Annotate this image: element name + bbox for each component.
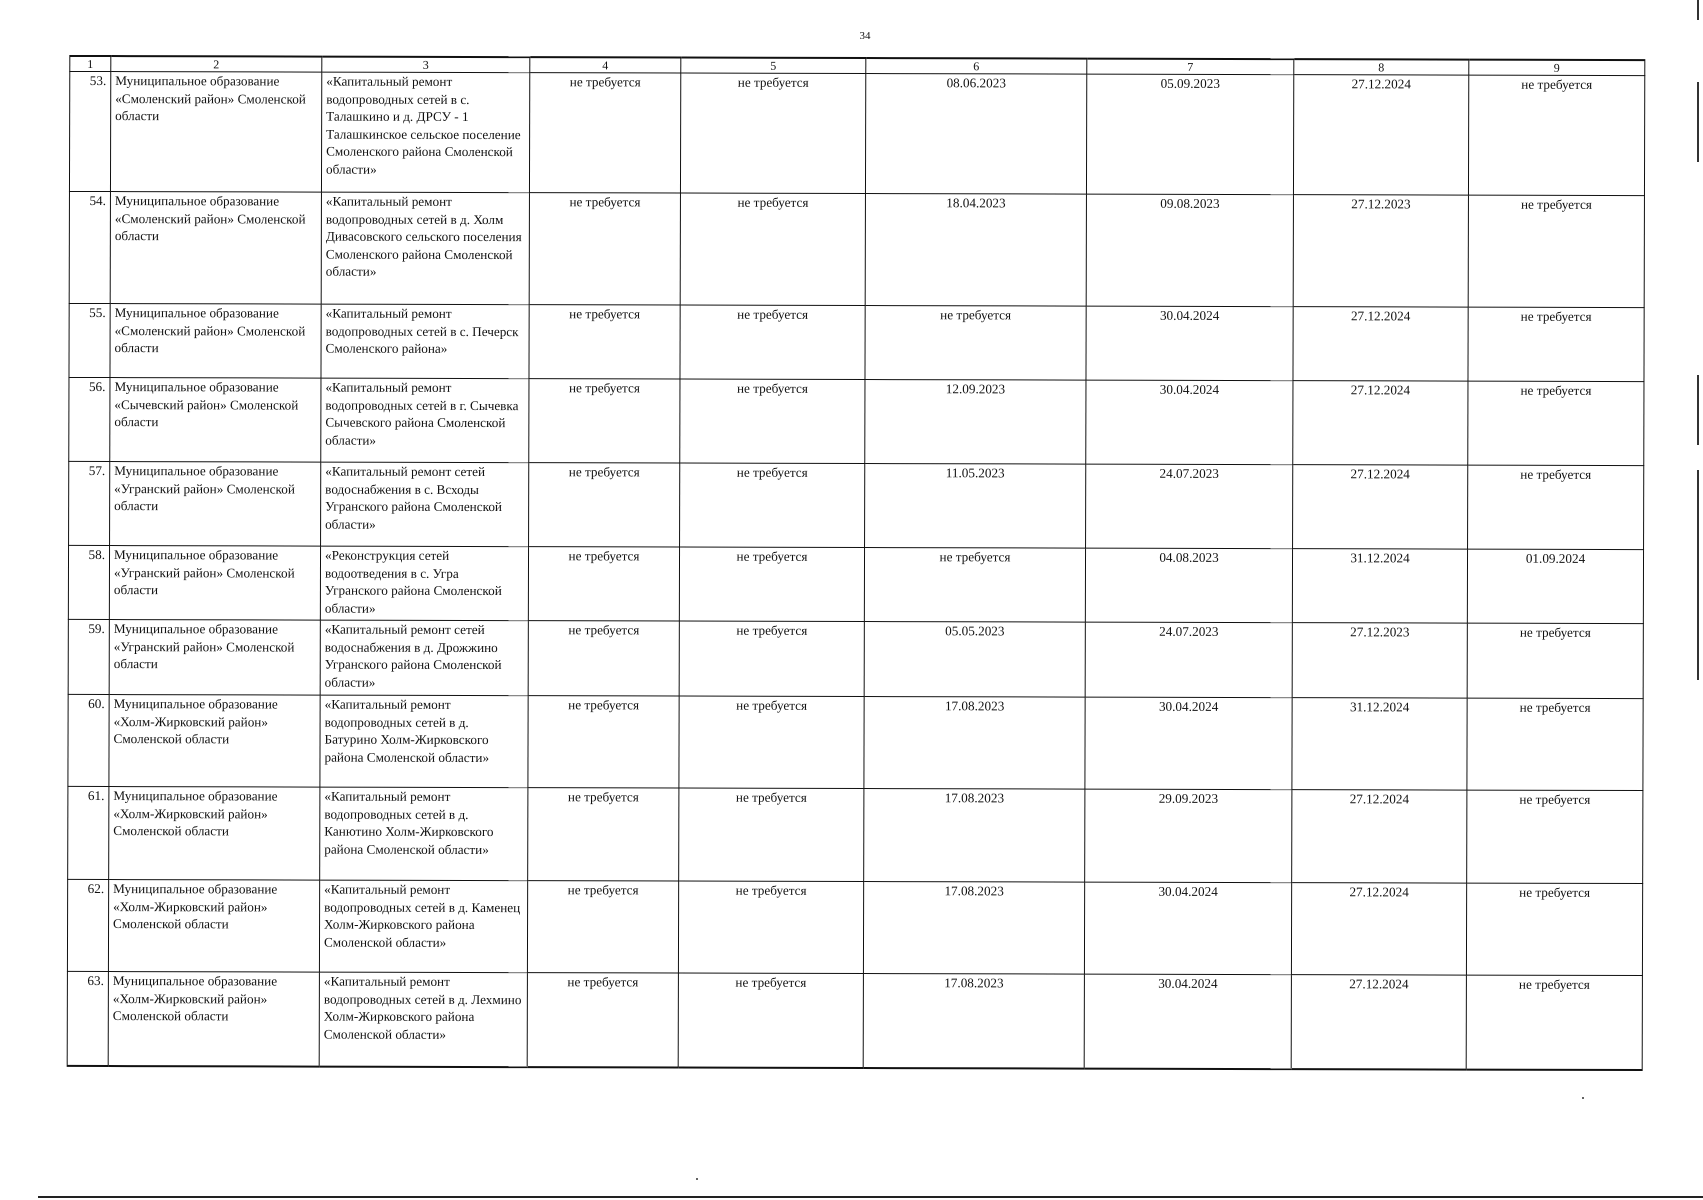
column-header: 1 (70, 56, 111, 72)
col9-value: не требуется (1467, 790, 1643, 883)
col7-date: 30.04.2024 (1084, 882, 1291, 975)
row-number: 58. (68, 545, 109, 619)
col6-date: 18.04.2023 (865, 194, 1086, 307)
col7-date: 30.04.2024 (1086, 306, 1293, 381)
col5-value: не требуется (679, 788, 864, 881)
col7-date: 30.04.2024 (1084, 974, 1291, 1069)
col7-date: 29.09.2023 (1085, 789, 1292, 883)
col5-value: не требуется (678, 973, 863, 1067)
object-name: «Капитальный ремонт водопроводных сетей в д. Канютино Холм-Жирковского района Смоленской области» (320, 787, 528, 881)
table-row (69, 191, 1644, 307)
organization-name: Муниципальное образование «Холм-Жирковский район» Смоленской области (108, 972, 319, 1067)
table-row (69, 303, 1644, 381)
col4-value: не требуется (529, 463, 680, 547)
column-header: 7 (1087, 59, 1294, 75)
col5-value: не требуется (680, 305, 865, 379)
column-header: 4 (530, 57, 681, 73)
col8-date: 27.12.2024 (1293, 75, 1468, 195)
col7-date: 30.04.2024 (1086, 380, 1293, 465)
organization-name: Муниципальное образование «Сычевский район» Смоленской области (110, 378, 321, 463)
row-number: 55. (69, 303, 110, 377)
col5-value: не требуется (679, 621, 864, 696)
column-header: 2 (111, 56, 322, 72)
table-row (68, 694, 1643, 790)
table-row (68, 545, 1643, 623)
col6-date: 05.05.2023 (864, 622, 1085, 698)
scan-edge-mark (1697, 470, 1699, 680)
col7-date: 24.07.2023 (1085, 622, 1292, 698)
col6-date: 11.05.2023 (865, 464, 1086, 549)
object-name: «Капитальный ремонт водопроводных сетей в д. Лехмино Холм-Жирковского района Смоленской области» (319, 972, 527, 1067)
scan-edge-mark (1697, 0, 1699, 20)
object-name: «Капитальный ремонт водопроводных сетей в д. Каменец Холм-Жирковского района Смоленской области» (319, 880, 527, 973)
row-number: 56. (69, 377, 110, 461)
col8-date: 27.12.2024 (1293, 381, 1468, 465)
col4-value: не требуется (528, 547, 679, 621)
col9-value: не требуется (1466, 975, 1642, 1069)
col5-value: не требуется (678, 881, 863, 973)
col9-value: не требуется (1466, 883, 1642, 975)
scan-edge-mark (1697, 375, 1699, 445)
organization-name: Муниципальное образование «Холм-Жирковский район» Смоленской области (109, 695, 320, 788)
col4-value: не требуется (529, 379, 680, 463)
row-number: 61. (68, 786, 109, 879)
col4-value: не требуется (527, 973, 678, 1067)
col4-value: не требуется (528, 696, 679, 788)
col7-date: 09.08.2023 (1086, 194, 1293, 307)
column-header: 3 (322, 57, 530, 73)
col6-date: 17.08.2023 (863, 882, 1084, 975)
organization-name: Муниципальное образование «Угранский район» Смоленской области (109, 620, 320, 696)
col6-date: 12.09.2023 (865, 380, 1086, 465)
col8-date: 27.12.2024 (1292, 790, 1467, 883)
col6-date: не требуется (864, 548, 1085, 623)
table-row (68, 786, 1643, 883)
col9-value: не требуется (1468, 465, 1644, 549)
column-header: 5 (681, 58, 866, 74)
col9-value: не требуется (1468, 75, 1644, 195)
scan-speck (1582, 1097, 1584, 1099)
row-number: 63. (67, 971, 108, 1065)
col8-date: 27.12.2024 (1291, 883, 1466, 975)
object-name: «Капитальный ремонт водопроводных сетей в с. Печерск Смоленского района» (321, 304, 529, 379)
col9-value: не требуется (1468, 381, 1644, 465)
object-name: «Реконструкция сетей водоотведения в с. Угра Угранского района Смоленской области» (320, 546, 528, 621)
organization-name: Муниципальное образование «Смоленский район» Смоленской области (110, 72, 321, 193)
col7-date: 30.04.2024 (1085, 697, 1292, 790)
organization-name: Муниципальное образование «Смоленский район» Смоленской области (110, 304, 321, 379)
col7-date: 24.07.2023 (1086, 464, 1293, 549)
col9-value: 01.09.2024 (1467, 549, 1643, 623)
column-header: 9 (1469, 60, 1645, 76)
object-name: «Капитальный ремонт водопроводных сетей в с. Талашкино и д. ДРСУ - 1 Талашкинское сельское поселение Смоленского района Смоленской области» (321, 72, 529, 193)
organization-name: Муниципальное образование «Смоленский район» Смоленской области (110, 192, 321, 305)
object-name: «Капитальный ремонт сетей водоснабжения в с. Всходы Угранского района Смоленской области» (321, 462, 529, 547)
col9-value: не требуется (1467, 698, 1643, 790)
table-row (69, 461, 1644, 549)
col7-date: 05.09.2023 (1086, 74, 1293, 195)
col8-date: 31.12.2024 (1292, 698, 1467, 790)
col6-date: 17.08.2023 (864, 789, 1085, 883)
col4-value: не требуется (529, 305, 680, 379)
organization-name: Муниципальное образование «Холм-Жирковский район» Смоленской области (108, 880, 319, 973)
table-row (67, 971, 1642, 1069)
col4-value: не требуется (527, 881, 678, 973)
organization-name: Муниципальное образование «Угранский район» Смоленской области (109, 546, 320, 621)
table-body (67, 71, 1645, 1069)
col5-value: не требуется (679, 547, 864, 621)
col9-value: не требуется (1468, 307, 1644, 381)
row-number: 59. (68, 619, 109, 694)
object-name: «Капитальный ремонт сетей водоснабжения в д. Дрожжино Угранского района Смоленской области» (320, 620, 528, 696)
row-number: 54. (69, 191, 110, 303)
col5-value: не требуется (680, 379, 865, 463)
col4-value: не требуется (529, 193, 680, 305)
col6-date: 17.08.2023 (864, 697, 1085, 790)
row-number: 53. (69, 71, 110, 191)
table-row (69, 377, 1644, 465)
table-row (69, 71, 1644, 195)
col8-date: 27.12.2024 (1293, 307, 1468, 381)
table-row (67, 879, 1642, 975)
col6-date: 08.06.2023 (865, 74, 1086, 195)
column-header: 6 (866, 58, 1087, 74)
col9-value: не требуется (1467, 623, 1643, 698)
col5-value: не требуется (680, 463, 865, 547)
col5-value: не требуется (680, 73, 865, 193)
col6-date: не требуется (865, 306, 1086, 381)
col8-date: 27.12.2023 (1292, 623, 1467, 698)
object-name: «Капитальный ремонт водопроводных сетей в г. Сычевка Сычевского района Смоленской области» (321, 378, 529, 463)
col9-value: не требуется (1468, 195, 1644, 307)
col8-date: 27.12.2024 (1293, 465, 1468, 549)
schedule-table (67, 55, 1646, 1071)
object-name: «Капитальный ремонт водопроводных сетей в д. Батурино Холм-Жирковского района Смоленской области» (320, 695, 528, 788)
col5-value: не требуется (679, 696, 864, 788)
col6-date: 17.08.2023 (863, 974, 1084, 1069)
col7-date: 04.08.2023 (1085, 548, 1292, 623)
scan-edge-mark (1697, 82, 1699, 162)
col5-value: не требуется (680, 193, 865, 305)
scan-speck (696, 1178, 698, 1180)
row-number: 62. (67, 879, 108, 971)
col8-date: 27.12.2023 (1293, 195, 1468, 307)
col8-date: 31.12.2024 (1292, 549, 1467, 623)
table-row (68, 619, 1643, 698)
page-number: 34 (859, 30, 871, 42)
column-header: 8 (1294, 59, 1469, 75)
col4-value: не требуется (528, 788, 679, 881)
row-number: 57. (69, 461, 110, 545)
row-number: 60. (68, 694, 109, 786)
organization-name: Муниципальное образование «Угранский район» Смоленской области (110, 462, 321, 547)
page-bottom-rule (38, 1196, 1703, 1198)
col8-date: 27.12.2024 (1291, 975, 1466, 1069)
col4-value: не требуется (528, 621, 679, 696)
object-name: «Капитальный ремонт водопроводных сетей в д. Холм Дивасовского сельского поселения Смоленского района Смоленской области» (321, 192, 529, 305)
col4-value: не требуется (529, 73, 680, 193)
organization-name: Муниципальное образование «Холм-Жирковский район» Смоленской области (109, 787, 320, 881)
